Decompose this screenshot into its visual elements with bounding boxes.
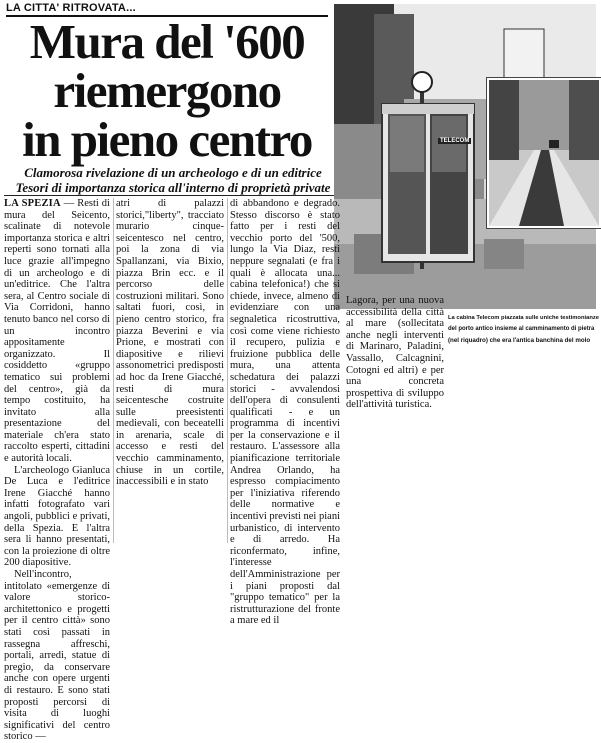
column-3 [230, 198, 340, 627]
photo-caption [448, 313, 599, 346]
article-body [4, 198, 599, 743]
paragraph: atri di palazzi storici,"liberty", tracciato murario cinque-seicentesco nel centro, poi la zona di via Spallanzani, via Bixio, piazza Brin ecc. e il percorso delle costruzioni militari. Sono saltati fuori, così, in pieno centro storico, fra piazza Beverini e via Prione, e mostrati con diapositive e rilievi assonometrici predisposti ad hoc da Irene Giacché, resti di mura seicentesche costruite sulle preesistenti medievali, con beceatelli in arenaria, scale di accesso e resti del vecchio camminamento, chiuse in un cortile, inaccessibili e in stato [116, 198, 224, 488]
headline-line-2: riemergono [53, 63, 281, 118]
subheadline [10, 165, 336, 195]
paragraph: di abbandono e degrado. Stesso discorso è stato fatto per i resti del vecchio porto del '500, lungo la Via Diaz, resti neppure segnalati (e fra i quali è allocata una... cabina telefonica!) che si chiede, invece, almeno di evidenziare con una segnaletica ricostruttiva, così come viene richiesto il recupero, pulizia e fruizione pubblica delle mura, una attenta schedatura dei palazzi storici - avvalendosi dell'opera di consulenti qualificati - e un programma di incentivi per la conservazione e il restauro. L'assessore alla pianificazione territoriale Andrea Orlando, ha espresso compiacimento per l'iniziativa riferendo delle normative e incentivi previsti nei piani urbanistico, di intervento e di arredo. Ha riconfermato, infine, l'interesse dell'Amministrazione per i piani proposti dal "gruppo tematico" per la ristrutturazione del fronte a mare ed il [230, 198, 340, 627]
booth-sign: TELECOM [440, 138, 470, 144]
headline-line-1: Mura del '600 [29, 14, 305, 69]
headline-line-3: in pieno centro [22, 112, 312, 167]
caption-line-1: La cabina Telecom piazzata sulle uniche testimonianze [448, 315, 599, 321]
column-4 [346, 295, 444, 543]
dateline: LA SPEZIA [4, 198, 61, 209]
subheadline-line-2: Tesori di importanza storica all'interno di proprietà private [15, 180, 331, 196]
headline [8, 14, 326, 167]
paragraph: Nell'incontro, intitolato «emergenze di valore storico-architettonico e progetti per il centro città» sono stati così passati in rassegna affreschi, portali, arredi, statue di pregio, da conservare anche con opere urgenti di restauro. E sono stati proposti percorsi di visita di luoghi significativi del centro storico — [4, 569, 110, 743]
kicker: LA CITTA' RITROVATA... [6, 2, 328, 17]
subheadline-line-1: Clamorosa rivelazione di un archeologo e di un editrice [24, 165, 322, 180]
paragraph: L'archeologo Gianluca De Luca e l'editrice Irene Giacché hanno infatti fotografato vari angoli, pubblici e privati, della Spezia. E l'altra sera li hanno presentati, con la proiezione di oltre 200 diapositive. [4, 464, 110, 569]
divider [4, 195, 336, 196]
caption-line-2: del porto antico insieme al camminamento di pietra [448, 326, 595, 332]
column-divider [113, 198, 114, 543]
column-1 [4, 198, 110, 743]
column-divider [227, 198, 228, 543]
paragraph-text: — Resti di mura del Seicento, scalinate di notevole importanza storica e altri reperti sono tornati alla luce grazie all'impegno di un archeologo e di un'editrice. Che l'altra sera, al Centro sociale di Via Corridoni, hanno tenuto banco nel corso di un incontro appositamente organizzato. Il cosiddetto «gruppo tematico sui problemi del centro», già da tempo costituito, ha invitato alla presentazione del materiale ch'era stato raccolto esperti, cittadini e autorità locali. [4, 198, 110, 465]
paragraph [4, 198, 110, 465]
caption-line-3: (nel riquadro) che era l'antica banchina del molo [448, 337, 591, 344]
paragraph: Lagora, per una nuova accessibilità della città al mare (sollecitata anche negli interventi di Marinaro, Paladini, Vassallo, Calcagnini, Cotogni ed altri) e per una concreta prospettiva di sviluppo dell'attività turistica. [346, 295, 444, 411]
column-2 [116, 198, 224, 543]
